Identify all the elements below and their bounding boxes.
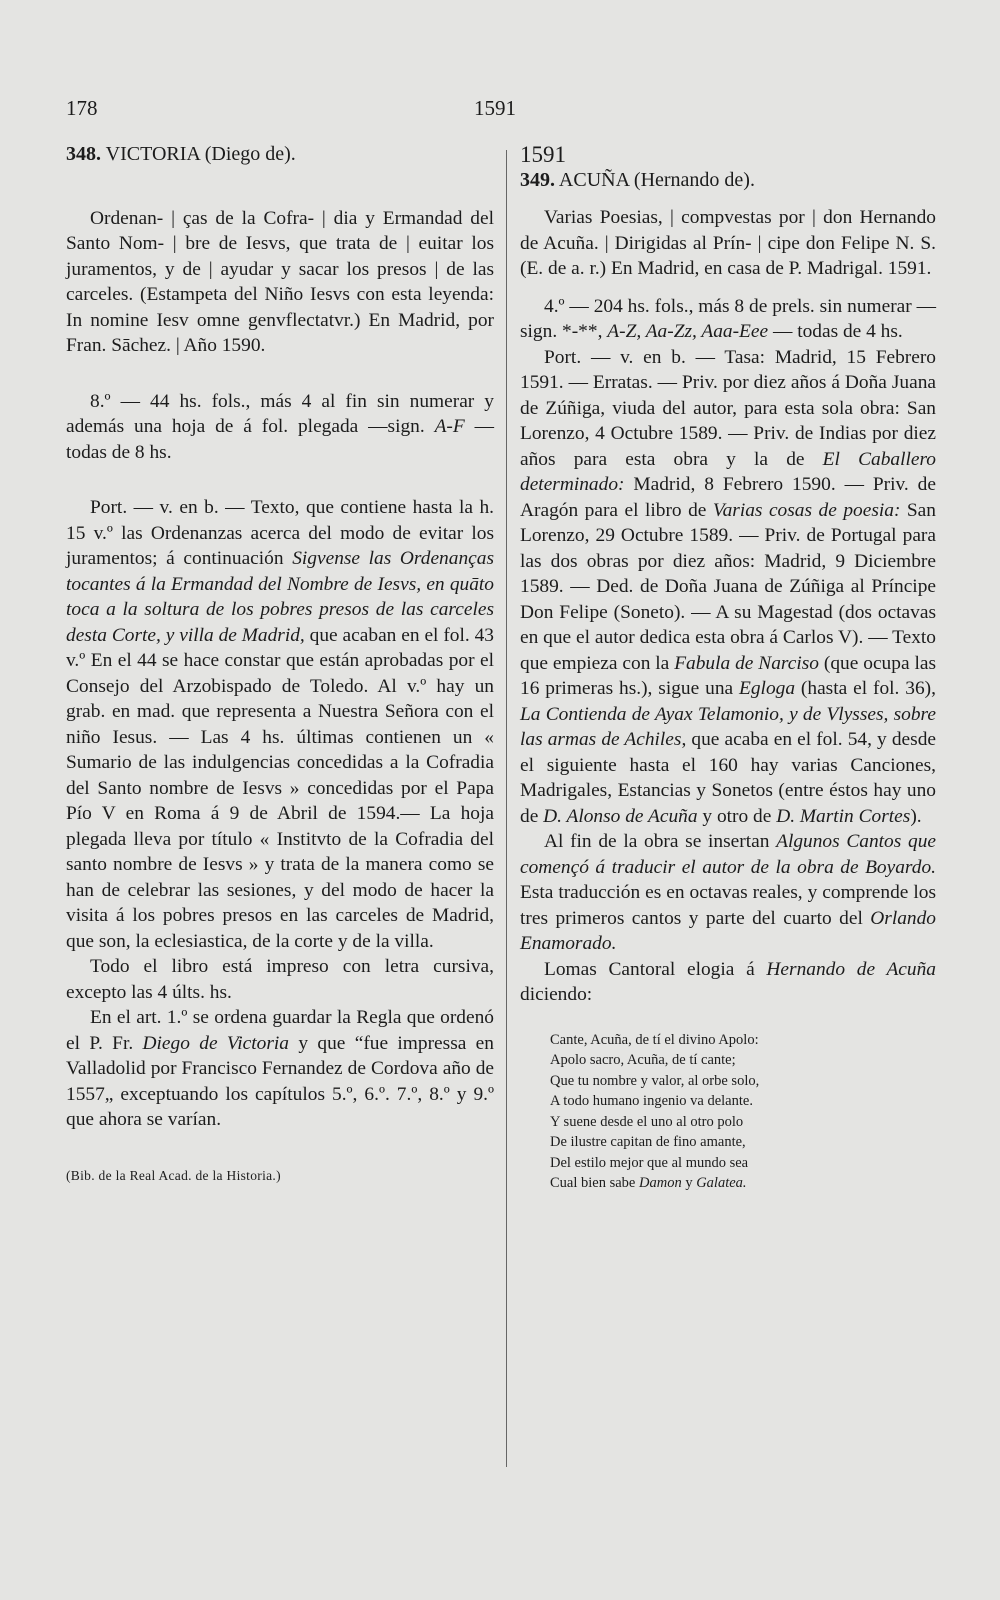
entry-title: ACUÑA (Hernando de). [558,168,755,191]
running-year: 1591 [474,96,516,120]
note-paragraph: Todo el libro está impreso con letra cursiva, excepto las 4 últs. hs. [66,956,494,1003]
entry-transcription: Varias Poesias, | compvestas por | don Hernando de Acuña. | Dirigidas al Prín- | cipe don Felipe N. S. (E. de a. r.) En Madrid, en casa de P. Madrigal. 1591. [520,207,936,279]
poem-line: Que tu nombre y valor, al orbe solo, [550,1072,760,1089]
poem-quotation [550,1030,936,1194]
entry-number: 348. [66,143,101,165]
entry-title: VICTORIA (Diego de). [105,143,296,165]
collation-paragraph: 8.º — 44 hs. fols., más 4 al fin sin numerar y además una hoja de á fol. plegada —sign. A-F — todas de 8 hs. [66,390,494,463]
appendix-paragraph: Al fin de la obra se insertan Algunos Cantos que començó á traducir el autor de la obra de Boyardo. Esta traducción es en octavas reales, y comprende los tres primeros cantos y parte del cuarto del Orlando Enamorado. [520,831,936,954]
page-number: 178 [66,96,98,120]
praise-paragraph: Lomas Cantoral elogia á Hernando de Acuña diciendo: [520,958,936,1005]
column-year-heading: 1591 [520,142,566,167]
article-paragraph: En el art. 1.º se ordena guardar la Regla que ordenó el P. Fr. Diego de Victoria y que “fue impressa en Valladolid por Francisco Fernandez de Cordova año de 1557„ exceptuando los capítulos 5.º, 6.º. 7.º, 8.º y 9.º que ahora se varían. [66,1007,494,1130]
poem-line: De ilustre capitan de fino amante, [550,1134,746,1150]
column-divider [506,150,507,1467]
poem-line: Cante, Acuña, de tí el divino Apolo: [550,1031,759,1048]
poem-line: Del estilo mejor que al mundo sea [550,1154,749,1171]
poem-line: Apolo sacro, Acuña, de tí cante; [550,1052,736,1068]
poem-line: A todo humano ingenio va delante. [550,1093,753,1109]
entry-heading-349 [520,168,936,194]
left-column [66,142,494,1188]
poem-line: Cual bien sabe Damon y Galatea. [550,1175,747,1191]
contents-paragraph: Port. — v. en b. — Tasa: Madrid, 15 Febrero 1591. — Erratas. — Priv. por diez años á Doña Juana de Zúñiga, viuda del autor, para esta sola obra: San Lorenzo, 4 Octubre 1589. — Priv. de Indias por diez años para esta obra y la de El Caballero determinado: Madrid, 8 Febrero 1590. — Priv. de Aragón para el libro de Varias cosas de poesia: San Lorenzo, 29 Octubre 1589. — Priv. de Portugal para las dos obras por diez años: Madrid, 9 Diciembre 1589. — Ded. de Doña Juana de Zúñiga al Príncipe Don Felipe (Soneto). — A su Magestad (dos octavas en que el autor dedica esta obra á Carlos V). — Texto que empieza con la Fabula de Narciso (que ocupa las 16 primeras hs.), sigue una Egloga (hasta el fol. 36), La Contienda de Ayax Telamonio, y de Vlysses, sobre las armas de Achiles, que acaba en el fol. 54, y desde el siguiente hasta el 160 hay varias Canciones, Madrigales, Estancias y Sonetos (entre éstos hay uno de D. Alonso de Acuña y otro de D. Martin Cortes). [520,346,937,827]
running-head [66,96,516,121]
collation-paragraph: 4.º — 204 hs. fols., más 8 de prels. sin numerar — sign. *-**, A-Z, Aa-Zz, Aaa-Eee — todas de 4 hs. [520,295,936,342]
right-column [520,142,936,1194]
entry-heading-348 [66,142,494,168]
library-citation: (Bib. de la Real Acad. de la Historia.) [66,1167,281,1183]
contents-paragraph: Port. — v. en b. — Texto, que contiene hasta la h. 15 v.º las Ordenanzas acerca del modo de evitar los juramentos; á continuación Sigvense las Ordenanças tocantes á la Ermandad del Nombre de Iesvs, en quāto toca a la soltura de los pobres presos de las carceles desta Corte, y villa de Madrid, que acaban en el fol. 43 v.º En el 44 se hace constar que están aprobadas por el Consejo del Arzobispado de Toledo. Al v.º hay un grab. en mad. que representa a Nuestra Señora con el niño Iesus. — Las 4 hs. últimas contienen un « Sumario de las indulgencias concedidas a la Cofradia del Santo nombre de Iesvs » concedidas por el Papa Pío V en Roma á 9 de Abril de 1594.— La hoja plegada lleva por título « Institvto de la Cofradia del santo nombre de Iesvs » y trata de la manera como se han de celebrar las sesiones, y del modo de hacer la visita á los pobres presos en las carceles de Madrid, que son, la eclesiastica, de la corte y de la villa. [66,497,494,952]
entry-transcription: Ordenan- | ças de la Cofra- | dia y Ermandad del Santo Nom- | bre de Iesvs, que trata de | euitar los juramentos, y de | ayudar y sacar los presos | de las carceles. (Estampeta del Niño Iesvs con esta leyenda: In nomine Iesv omne genvflectatvr.) En Madrid, por Fran. Sāchez. | Año 1590. [66,207,494,356]
poem-line: Y suene desde el uno al otro polo [550,1113,744,1130]
entry-number: 349. [520,168,555,191]
